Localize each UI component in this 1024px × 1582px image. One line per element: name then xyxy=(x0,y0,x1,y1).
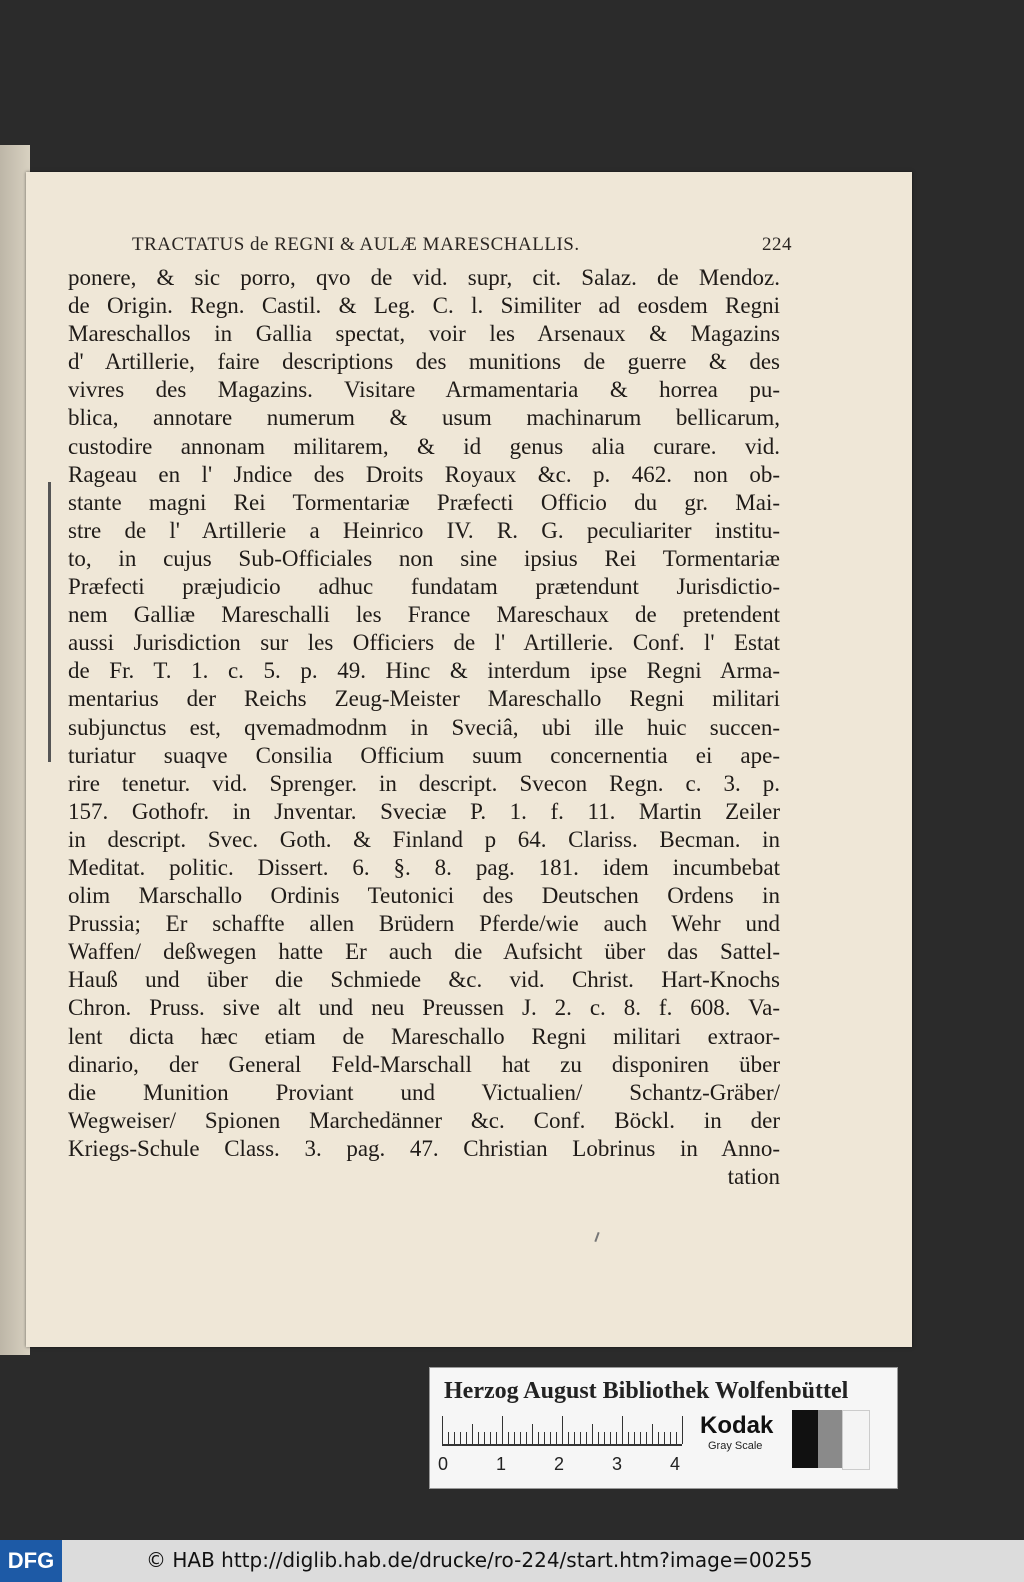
dfg-logo: DFG xyxy=(0,1540,62,1582)
text-line: stre de l' Artillerie a Heinrico IV. R. G. peculiariter institu- xyxy=(68,517,780,543)
text-line: Hauß und über die Schmiede &c. vid. Christ. Hart-Knochs xyxy=(68,967,780,993)
ruler-tick xyxy=(472,1424,473,1444)
ruler-tick xyxy=(550,1432,551,1444)
text-line: de Fr. T. 1. c. 5. p. 49. Hinc & interdum ipse Regni Arma- xyxy=(68,658,780,684)
gray-swatch-mid xyxy=(818,1410,842,1468)
running-title: TRACTATUS de REGNI & AULÆ MARESCHALLIS. xyxy=(132,234,580,255)
text-line: aussi Jurisdiction sur les Officiers de l' Artillerie. Conf. l' Estat xyxy=(68,630,780,656)
library-name: Herzog August Bibliothek Wolfenbüttel xyxy=(444,1378,849,1404)
ruler-tick xyxy=(628,1432,629,1444)
text-line: Wegweiser/ Spionen Marchedänner &c. Conf. Böckl. in der xyxy=(68,1107,780,1133)
gray-swatch-black xyxy=(792,1410,818,1468)
text-line: dinario, der General Feld-Marschall hat zu disponiren über xyxy=(68,1051,780,1077)
ruler-tick xyxy=(538,1432,539,1444)
ruler-tick xyxy=(502,1416,503,1444)
ruler-tick xyxy=(568,1432,569,1444)
text-line: Chron. Pruss. sive alt und neu Preussen J. 2. c. 8. f. 608. Va- xyxy=(68,995,780,1021)
ruler-tick xyxy=(556,1432,557,1444)
text-line: Rageau en l' Jndice des Droits Royaux &c. p. 462. non ob- xyxy=(68,461,780,487)
text-line: subjunctus est, qvemadmodnm in Sveciâ, ubi ille huic succen- xyxy=(68,714,780,740)
text-line: ponere, & sic porro, qvo de vid. supr, cit. Salaz. de Mendoz. xyxy=(68,265,780,290)
ruler-tick xyxy=(646,1432,647,1444)
ruler-tick xyxy=(442,1416,443,1444)
text-line: tation xyxy=(727,1164,780,1189)
ruler-tick xyxy=(640,1432,641,1444)
text-line: in descript. Svec. Goth. & Finland p 64. Clariss. Becman. in xyxy=(68,826,780,852)
ruler-tick xyxy=(478,1432,479,1444)
ruler-tick xyxy=(658,1432,659,1444)
text-line: olim Marschallo Ordinis Teutonici des Deutschen Ordens in xyxy=(68,883,780,909)
ruler-tick xyxy=(586,1432,587,1444)
text-line: to, in cujus Sub-Officiales non sine ipsius Rei Tormentariæ xyxy=(68,545,780,571)
ruler-tick xyxy=(496,1432,497,1444)
scale-number: 3 xyxy=(612,1454,623,1474)
scale-number: 2 xyxy=(554,1454,565,1474)
text-line: stante magni Rei Tormentariæ Præfecti Officio du gr. Mai- xyxy=(68,489,780,515)
ruler-tick xyxy=(676,1432,677,1444)
ruler-tick xyxy=(490,1432,491,1444)
text-line: Prussia; Er schaffte allen Brüdern Pferde/wie auch Wehr und xyxy=(68,911,780,937)
ruler-tick xyxy=(634,1432,635,1444)
ruler-tick xyxy=(580,1432,581,1444)
text-line: vivres des Magazins. Visitare Armamentaria & horrea pu- xyxy=(68,377,780,403)
ruler-tick xyxy=(682,1416,683,1444)
ruler-tick xyxy=(544,1432,545,1444)
library-label xyxy=(429,1367,898,1489)
text-line: lent dicta hæc etiam de Mareschallo Regni militari extraor- xyxy=(68,1023,780,1049)
running-header xyxy=(132,234,792,256)
ruler-tick xyxy=(532,1424,533,1444)
ruler-tick xyxy=(448,1432,449,1444)
text-line: blica, annotare numerum & usum machinarum bellicarum, xyxy=(68,405,780,431)
binding-shadow xyxy=(48,482,51,762)
ruler-tick xyxy=(592,1424,593,1444)
text-line: Præfecti præjudicio adhuc fundatam prætendunt Jurisdictio- xyxy=(68,574,780,600)
ruler-tick xyxy=(610,1432,611,1444)
text-line: Meditat. politic. Dissert. 6. §. 8. pag. 181. idem incumbebat xyxy=(68,854,780,880)
ruler-tick xyxy=(562,1416,563,1444)
text-line: rire tenetur. vid. Sprenger. in descript. Svecon Regn. c. 3. p. xyxy=(68,770,780,796)
ink-mark xyxy=(594,1232,599,1242)
gray-scale-label: Gray Scale xyxy=(708,1440,763,1452)
text-line: Waffen/ deßwegen hatte Er auch die Aufsicht über das Sattel- xyxy=(68,939,780,965)
ruler-tick xyxy=(514,1432,515,1444)
ruler-tick xyxy=(652,1424,653,1444)
ruler-tick xyxy=(598,1432,599,1444)
ruler-tick xyxy=(466,1432,467,1444)
ruler-tick xyxy=(664,1432,665,1444)
ruler-tick xyxy=(670,1432,671,1444)
ruler-tick xyxy=(460,1432,461,1444)
kodak-logo: Kodak xyxy=(700,1412,774,1439)
text-line: d' Artillerie, faire descriptions des munitions de guerre & des xyxy=(68,349,780,375)
page-number: 224 xyxy=(762,234,792,255)
text-line: turiatur suaqve Consilia Officium suum concernentia ei ape- xyxy=(68,742,780,768)
text-line: de Origin. Regn. Castil. & Leg. C. l. Similiter ad eosdem Regni xyxy=(68,293,780,319)
ruler-tick xyxy=(622,1416,623,1444)
ruler-tick xyxy=(484,1432,485,1444)
text-line: mentarius der Reichs Zeug-Meister Mareschallo Regni militari xyxy=(68,686,780,712)
text-line: die Munition Proviant und Victualien/ Schantz-Gräber/ xyxy=(68,1079,780,1105)
text-line: Kriegs-Schule Class. 3. pag. 47. Christian Lobrinus in Anno- xyxy=(68,1135,780,1161)
ruler-tick xyxy=(574,1432,575,1444)
gray-swatch-white xyxy=(842,1410,870,1470)
scale-number: 1 xyxy=(496,1454,507,1474)
ruler-tick xyxy=(508,1432,509,1444)
text-line: Mareschallos in Gallia spectat, voir les Arsenaux & Magazins xyxy=(68,321,780,347)
text-line: nem Galliæ Mareschalli les France Mareschaux de pretendent xyxy=(68,602,780,628)
text-line: custodire annonam militarem, & id genus alia curare. vid. xyxy=(68,433,780,459)
footer-citation: © HAB http://diglib.hab.de/drucke/ro-224/start.htm?image=00255 xyxy=(146,1548,813,1572)
scale-ruler xyxy=(442,1414,682,1446)
body-text xyxy=(68,264,780,1191)
text-line: 157. Gothofr. in Jnventar. Sveciæ P. 1. f. 11. Martin Zeiler xyxy=(68,798,780,824)
scale-number: 0 xyxy=(438,1454,449,1474)
footer-bar xyxy=(0,1540,1024,1582)
book-page xyxy=(26,172,912,1347)
ruler-tick xyxy=(604,1432,605,1444)
ruler-tick xyxy=(454,1432,455,1444)
ruler-tick xyxy=(520,1432,521,1444)
ruler-tick xyxy=(526,1432,527,1444)
ruler-tick xyxy=(616,1432,617,1444)
scale-number: 4 xyxy=(670,1454,681,1474)
